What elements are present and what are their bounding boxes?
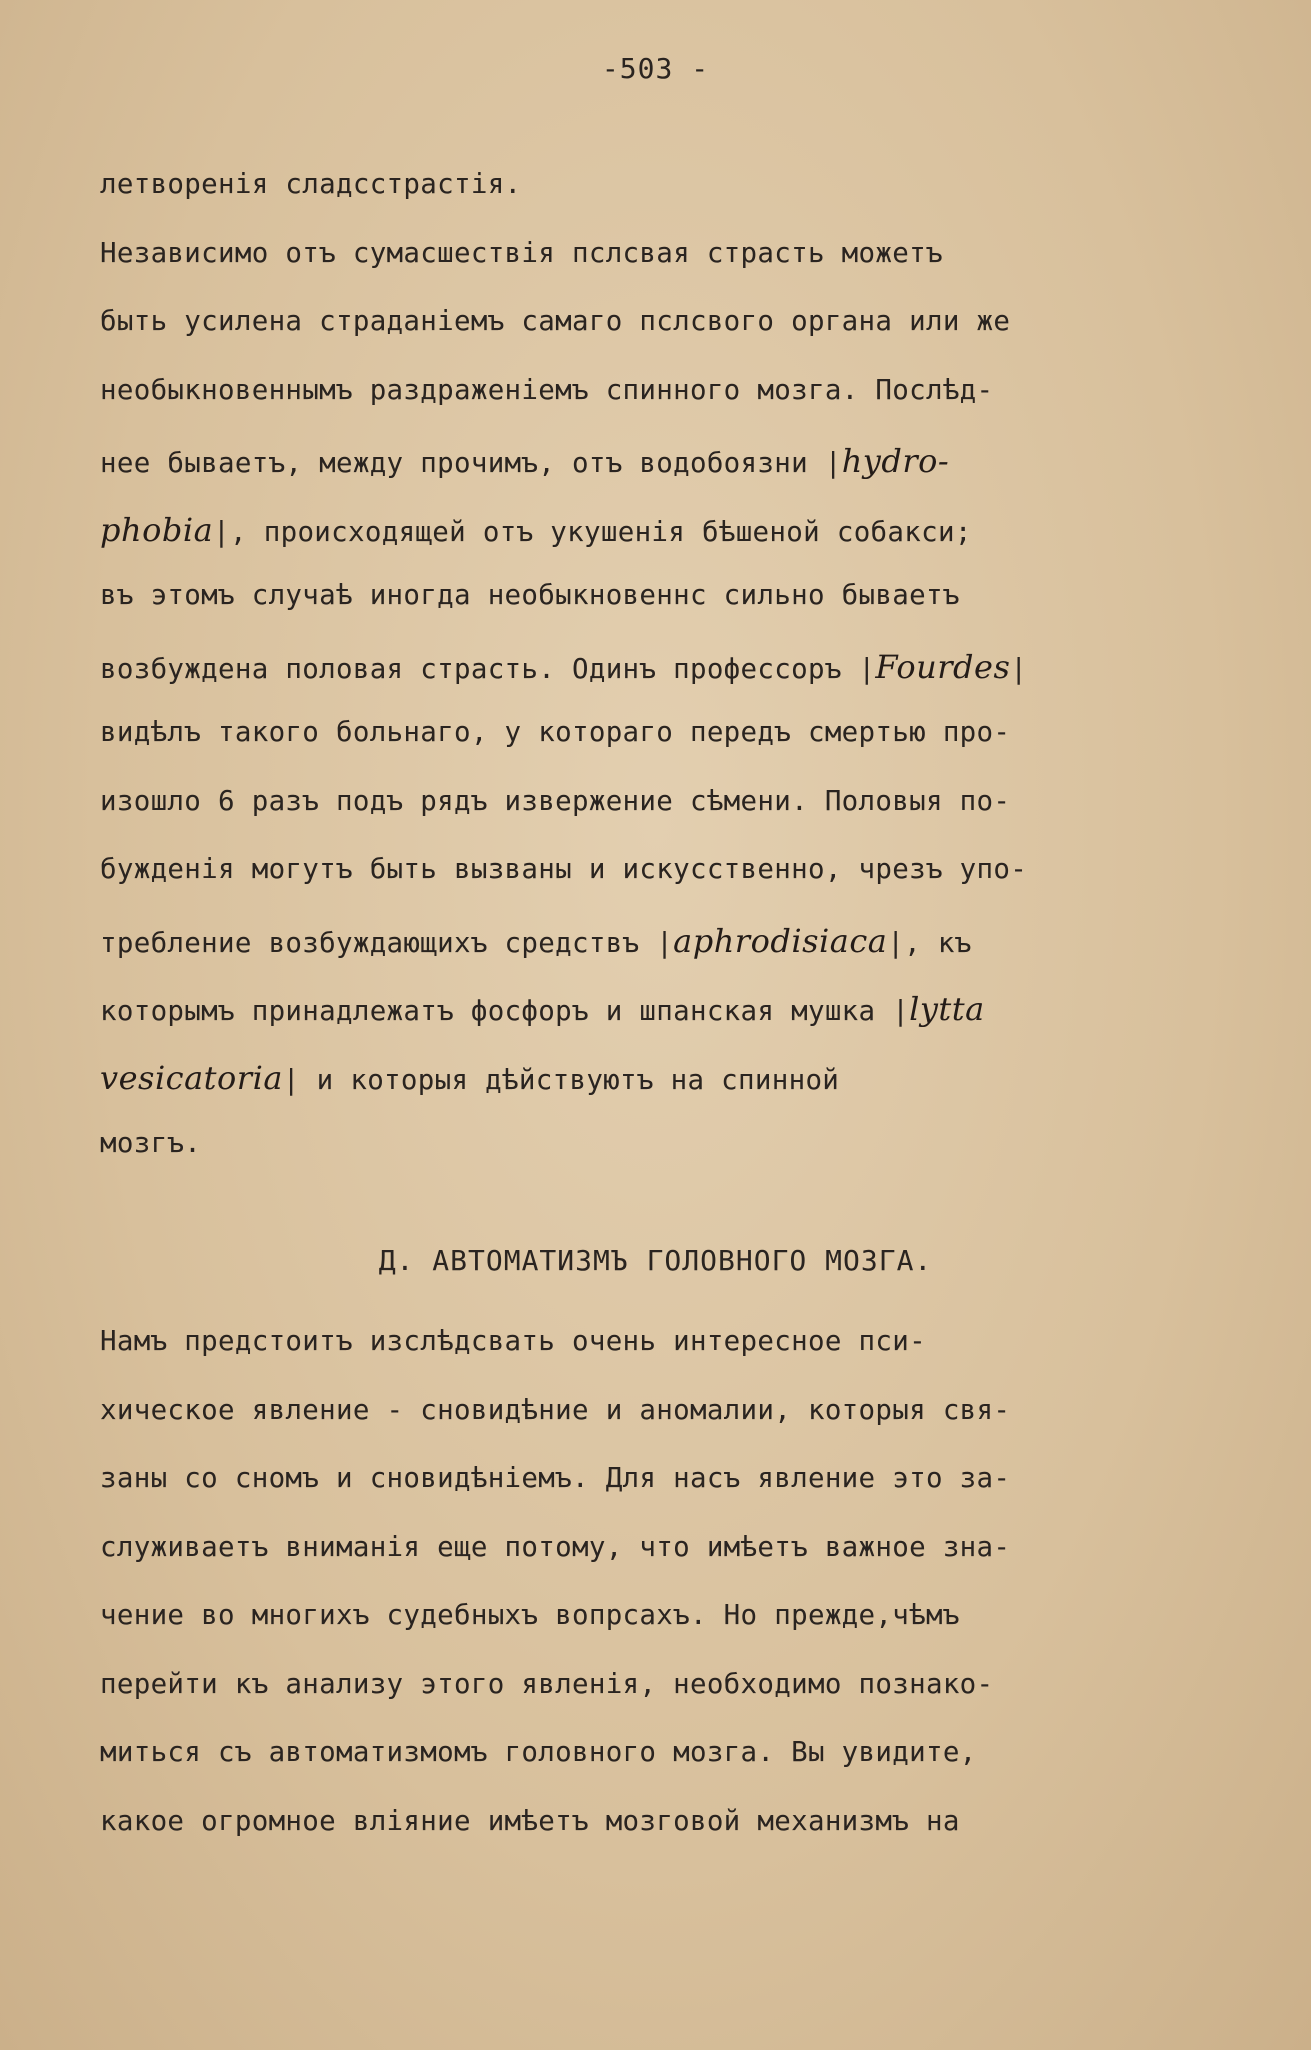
text-line [100, 716, 1010, 748]
typed-text: перейти къ анализу этого явленія, необходимо познако- [100, 1667, 994, 1700]
handwritten-term: Fourdes [875, 647, 1011, 686]
text-line [100, 1059, 839, 1097]
text-line [100, 374, 993, 406]
text-line [100, 648, 1027, 686]
text-line [100, 1394, 1010, 1426]
text-line [100, 237, 943, 269]
typed-text: летворенія сладсстрастія. [100, 168, 522, 200]
typed-text: заны со сномъ и сновидѣніемъ. Для насъ явление это за- [100, 1462, 1011, 1494]
typed-text: нeобыкновеннымъ раздраженіемъ спинного мозга. Послѣд- [100, 373, 994, 406]
text-line [100, 853, 1027, 885]
typed-text: возбуждена половая страсть. Одинъ профессоръ | [100, 652, 876, 685]
typed-text: въ этомъ случаѣ иногда необыкновеннс сильно бываетъ [100, 579, 960, 611]
page-number: -503 - [601, 52, 710, 85]
text-line [100, 785, 1010, 817]
text-line [100, 511, 972, 549]
text-line [100, 1325, 926, 1357]
typed-text: бужденія могутъ быть вызваны и искусственно, чрезъ упо- [100, 853, 1028, 885]
typed-text: | и которыя дѣйствуютъ на спинной [282, 1063, 840, 1096]
text-line [100, 579, 960, 611]
handwritten-term: vesicatoria [100, 1058, 283, 1097]
text-line [100, 1805, 960, 1837]
text-line [100, 922, 972, 960]
typed-text: служиваетъ вниманія еще потому, что имѣетъ важное зна- [100, 1530, 1011, 1563]
handwritten-term: hydro- [841, 442, 950, 480]
section-heading: Д. АВТОМАТИЗМЪ ГОЛОВНОГО МОЗГА. [378, 1244, 933, 1277]
text-line [100, 1531, 1010, 1563]
text-line [100, 990, 985, 1028]
typed-text: |, происходящей отъ укушенія бѣшеной собакси; [213, 515, 972, 548]
handwritten-term: lytta [909, 990, 985, 1028]
text-line [100, 1736, 977, 1768]
typed-text: какое огромное вліяние имѣетъ мозговой механизмъ на [100, 1804, 960, 1837]
text-line [100, 1462, 1010, 1494]
typed-text: требление возбуждающихъ средствъ | [100, 926, 674, 959]
handwritten-term: phobia [100, 510, 214, 549]
text-line [100, 1127, 201, 1159]
typed-text: Независимо отъ сумасшествія пслсвая страсть можетъ [100, 236, 943, 269]
text-line [100, 1599, 960, 1631]
typed-text: мозгъ. [100, 1127, 202, 1159]
handwritten-term: aphrodisiaca [673, 921, 888, 960]
bleed-through-right [1061, 60, 1281, 1960]
typed-text: которымъ принадлежатъ фосфоръ и шпанская мушка | [100, 995, 910, 1027]
text-line [100, 1668, 993, 1700]
typed-text: хическое явление - сновидѣние и аномалии, которыя свя- [100, 1393, 1011, 1426]
typed-text: Намъ предстоитъ изслѣдсвать очень интересное пси- [100, 1325, 926, 1357]
text-line [100, 442, 949, 480]
typed-text: нее бываетъ, между прочимъ, отъ водобоязни | [100, 447, 842, 479]
typed-text: изошло 6 разъ подъ рядъ извержение сѣмени. Половыя по- [100, 784, 1011, 817]
typed-text: видѣлъ такого больнаго, у котораго передъ смертью про- [100, 716, 1011, 748]
typed-text: чение во многихъ судебныхъ вопрсахъ. Но прежде,чѣмъ [100, 1599, 960, 1631]
typed-text: быть усилена страданіемъ самаго пслсвого органа или же [100, 305, 1011, 337]
typed-text: |, къ [887, 926, 972, 959]
typed-text: | [1010, 652, 1028, 685]
text-line [100, 168, 521, 200]
typed-text: миться съ автоматизмомъ головного мозга. Вы увидите, [100, 1736, 977, 1768]
text-line [100, 305, 1010, 337]
